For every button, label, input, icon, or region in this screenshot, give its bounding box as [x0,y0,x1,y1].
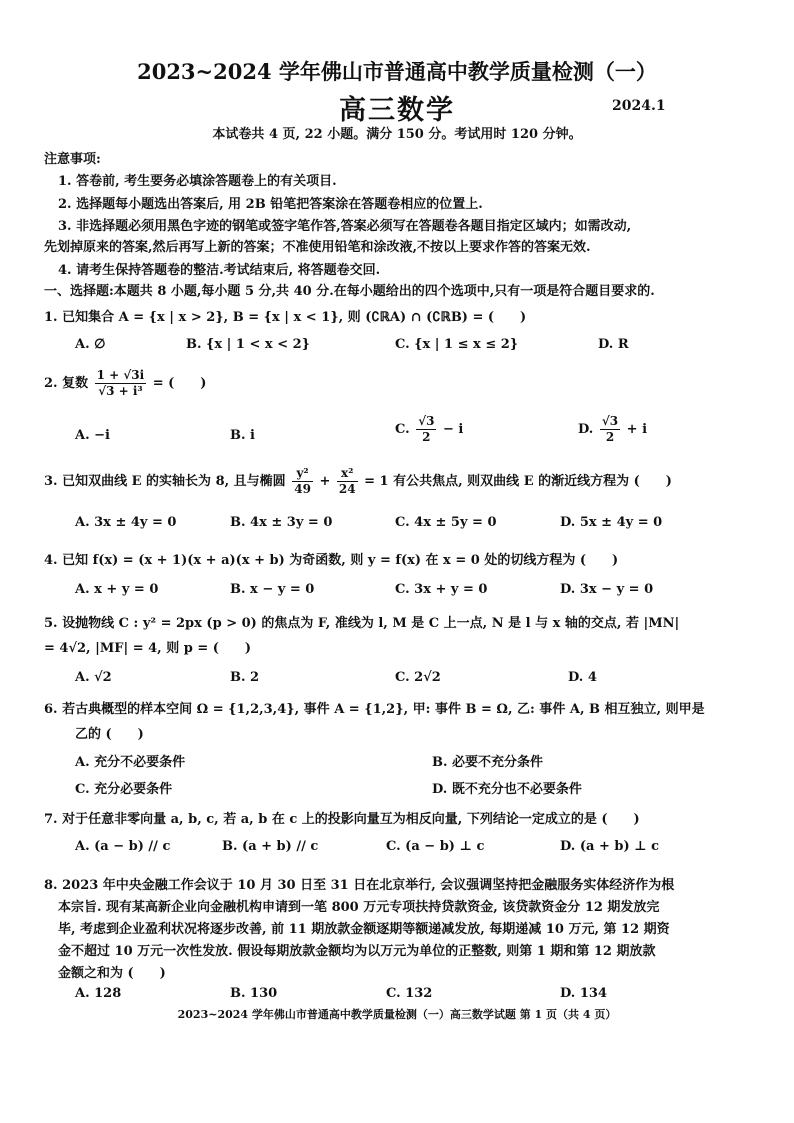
question-8-stem-line-3: 毕, 考虑到企业盈利状况将逐步改善, 前 11 期放款金额逐期等额递减发放, 每期递减 10 万元, 第 12 期资 [58,922,670,937]
question-3-fraction-1-denominator: 49 [294,482,311,496]
question-7-option-b: B. (a + b) // c [222,839,319,854]
exam-date: 2024.1 [612,98,666,114]
question-8-stem-line-1: 8. 2023 年中央金融工作会议于 10 月 30 日至 31 日在北京举行, 会议强调坚持把金融服务实体经济作为根 [44,878,675,893]
question-2-suffix: = ( ) [152,376,207,391]
question-3-fraction-2-numerator: x² [337,466,358,482]
question-8-stem-line-2: 本宗旨. 现有某高新企业向金融机构申请到一笔 800 万元专项扶持贷款资金, 该贷款资金分 12 期发放完 [58,900,660,915]
question-2-option-c-numerator: √3 [418,414,435,428]
question-4-option-a: A. x + y = 0 [75,582,159,597]
question-5-option-d: D. 4 [568,670,597,685]
question-1-option-b: B. {x | 1 < x < 2} [186,337,311,352]
page-footer: 2023~2024 学年佛山市普通高中教学质量检测（一）高三数学试题 第 1 页（共 4 页） [177,1008,617,1021]
question-4-option-c: C. 3x + y = 0 [395,582,488,597]
question-8-stem-line-5: 金额之和为 ( ) [58,966,166,981]
question-2-option-c-tail: − i [442,422,464,437]
question-2-option-c-fraction [416,414,436,445]
question-2-option-d-numerator: √3 [601,414,619,428]
question-2-option-c [395,414,463,445]
question-5-option-c: C. 2√2 [395,670,441,685]
question-4-stem: 4. 已知 f(x) = (x + 1)(x + a)(x + b) 为奇函数, 则 y = f(x) 在 x = 0 处的切线方程为 ( ) [44,553,619,568]
question-2-stem [44,368,206,399]
question-2-option-b: B. i [230,428,255,443]
question-3-stem [44,466,672,497]
question-6-option-d: D. 既不充分也不必要条件 [432,782,582,797]
exam-subject: 高三数学 [339,95,455,126]
question-2-option-a: A. −i [75,428,110,443]
notice-item-3-cont: 先划掉原来的答案,然后再写上新的答案；不准使用铅笔和涂改液,不按以上要求作答的答案无效. [44,240,591,255]
exam-info: 本试卷共 4 页, 22 小题。满分 150 分。考试用时 120 分钟。 [212,127,582,142]
question-5-option-a: A. √2 [75,670,112,685]
question-3-fraction-1 [292,466,313,497]
question-4-option-d: D. 3x − y = 0 [560,582,654,597]
question-8-option-d: D. 134 [560,986,607,1001]
question-2-option-d-fraction [600,414,620,445]
question-2-option-d-denominator: 2 [605,430,615,444]
question-6-stem-line-2: 乙的 ( ) [75,727,144,742]
question-5-option-b: B. 2 [230,670,260,685]
question-2-prefix: 2. 复数 [44,376,89,391]
question-8-stem-line-4: 金不超过 10 万元一次性发放. 假设每期放款金额均为以万元为单位的正整数, 则第 1 期和第 12 期放款 [58,944,656,959]
question-2-option-d-tail: + i [626,422,648,437]
question-7-option-d: D. (a + b) ⊥ c [560,839,660,854]
question-2-option-d-label: D. [578,422,594,437]
question-7-option-c: C. (a − b) ⊥ c [386,839,485,854]
question-3-option-b: B. 4x ± 3y = 0 [230,515,333,530]
question-3-option-c: C. 4x ± 5y = 0 [395,515,497,530]
question-3-fraction-2 [337,466,358,497]
question-6-option-a: A. 充分不必要条件 [75,755,186,770]
question-5-stem-line-2: = 4√2, |MF| = 4, 则 p = ( ) [44,641,252,656]
question-3-fraction-2-denominator: 24 [338,482,356,496]
question-3-plus: + [319,474,331,489]
question-5-stem-line-1: 5. 设抛物线 C : y² = 2px (p > 0) 的焦点为 F, 准线为 l, M 是 C 上一点, N 是 l 与 x 轴的交点, 若 |MN| [44,616,680,631]
section-heading: 一、选择题:本题共 8 小题,每小题 5 分,共 40 分.在每小题给出的四个选项中,只有一项是符合题目要求的. [44,284,655,299]
question-6-option-b: B. 必要不充分条件 [432,755,544,770]
question-1-option-c: C. {x | 1 ≤ x ≤ 2} [395,337,519,352]
question-6-option-c: C. 充分必要条件 [75,782,173,797]
notice-heading: 注意事项: [44,152,101,167]
question-3-suffix: = 1 有公共焦点, 则双曲线 E 的渐近线方程为 ( ) [364,474,672,489]
notice-item-4: 4. 请考生保持答题卷的整洁.考试结束后, 将答题卷交回. [58,263,381,278]
question-3-prefix: 3. 已知双曲线 E 的实轴长为 8, 且与椭圆 [44,474,286,489]
notice-item-1: 1. 答卷前, 考生要务必填涂答题卷上的有关项目. [58,174,337,189]
exam-title: 2023~2024 学年佛山市普通高中教学质量检测（一） [137,59,657,84]
question-8-option-c: C. 132 [386,986,433,1001]
question-4-option-b: B. x − y = 0 [230,582,315,597]
question-2-option-c-denominator: 2 [422,430,431,444]
question-2-denominator: √3 + i³ [98,384,143,398]
question-3-option-a: A. 3x ± 4y = 0 [75,515,177,530]
question-8-option-a: A. 128 [75,986,122,1001]
notice-item-3: 3. 非选择题必须用黑色字迹的钢笔或签字笔作答,答案必须写在答题卷各题目指定区域内；如需改动, [58,219,632,234]
question-3-option-d: D. 5x ± 4y = 0 [560,515,663,530]
question-2-numerator: 1 + √3i [96,368,145,382]
question-1-option-d: D. R [598,337,629,352]
question-6-stem-line-1: 6. 若古典概型的样本空间 Ω = {1,2,3,4}, 事件 A = {1,2}, 甲: 事件 B = Ω, 乙: 事件 A, B 相互独立, 则甲是 [44,702,705,717]
question-2-fraction [95,368,147,399]
question-7-stem: 7. 对于任意非零向量 a, b, c, 若 a, b 在 c 上的投影向量互为相反向量, 下列结论一定成立的是 ( ) [44,812,640,827]
question-1-option-a: A. ∅ [75,337,106,352]
question-1-stem: 1. 已知集合 A = {x | x > 2}, B = {x | x < 1}, 则 (∁ℝA) ∩ (∁ℝB) = ( ) [44,310,527,325]
question-3-fraction-1-numerator: y² [292,466,313,482]
question-2-option-c-label: C. [395,422,410,437]
question-8-option-b: B. 130 [230,986,278,1001]
notice-item-2: 2. 选择题每小题选出答案后, 用 2B 铅笔把答案涂在答题卷相应的位置上. [58,197,483,212]
question-2-option-d [578,414,647,445]
question-7-option-a: A. (a − b) // c [75,839,171,854]
